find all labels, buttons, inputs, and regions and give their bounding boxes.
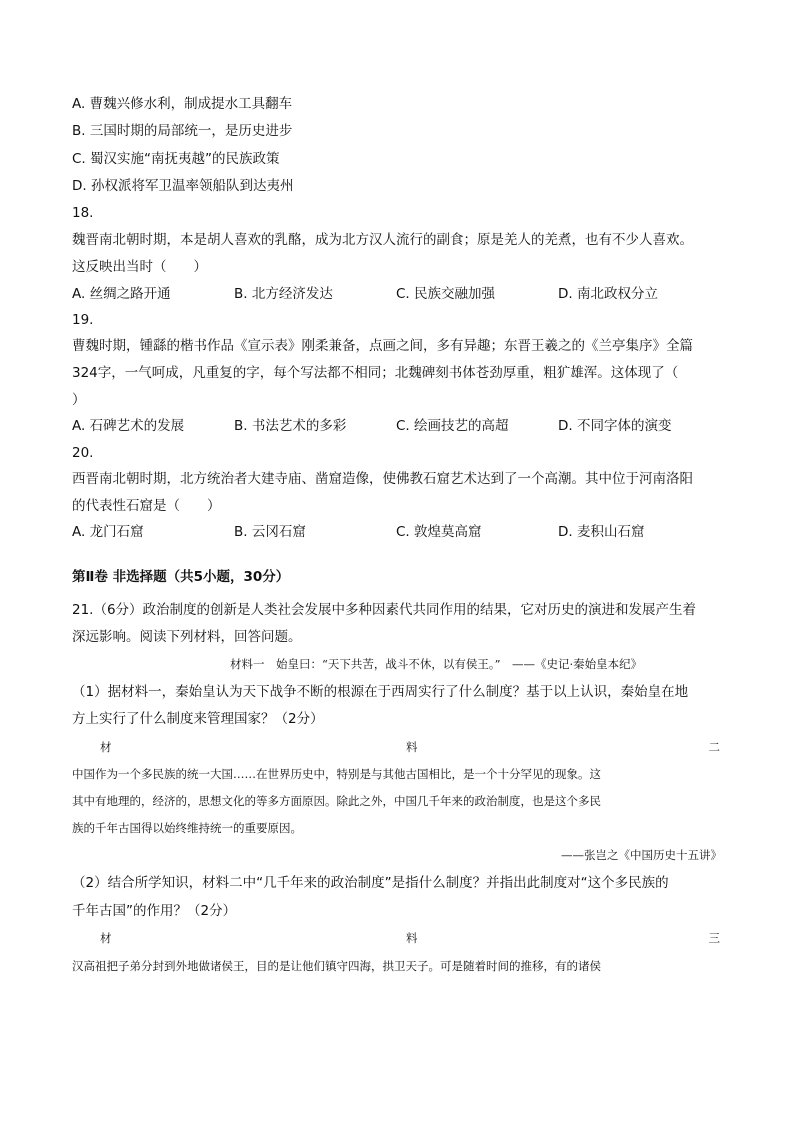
q20-stem-line-1: 西晋南北朝时期，北方统治者大建寺庙、凿窟造像，使佛教石窟艺术达到了一个高潮。其中位于河南洛阳 (72, 471, 693, 487)
q17-option-b: B. 三国时期的局部统一，是历史进步 (72, 123, 293, 139)
q17-option-c: C. 蜀汉实施“南抚夷越”的民族政策 (72, 151, 280, 167)
q18-option-a: A. 丝绸之路开通 (72, 286, 171, 302)
q17-option-a: A. 曹魏兴修水利，制成提水工具翻车 (72, 96, 293, 112)
material-3-label-char-3: 三 (708, 931, 720, 945)
q21-sub1-line-1: （1）据材料一，秦始皇认为天下战争不断的根源在于西周实行了什么制度？基于以上认识，秦始皇在地 (72, 684, 689, 700)
q18-option-d: D. 南北政权分立 (558, 286, 658, 302)
q18-option-c: C. 民族交融加强 (396, 286, 496, 302)
material-2-label-char-2: 料 (406, 740, 418, 754)
q20-number: 20. (72, 445, 94, 461)
q17-option-d: D. 孙权派将军卫温率领船队到达夷州 (72, 178, 294, 194)
q19-number: 19. (72, 312, 94, 328)
material-2-label-char-3: 二 (708, 740, 720, 754)
q21-sub1-line-2: 方上实行了什么制度来管理国家？（2分） (72, 711, 324, 727)
material-2-source: ——张岂之《中国历史十五讲》 (561, 848, 722, 862)
material-1-quote: 材料一 始皇曰：“天下共苦，战斗不休，以有侯王。” ——《史记·秦始皇本纪》 (230, 657, 643, 671)
material-3-line-1: 汉高祖把子弟分封到外地做诸侯王，目的是让他们镇守四海，拱卫天子。可是随着时间的推移，有的诸侯 (72, 959, 601, 973)
q19-option-c: C. 绘画技艺的高超 (396, 418, 509, 434)
q20-stem-line-2: 的代表性石窟是（ ） (72, 498, 221, 514)
q19-stem-line-2: 324字，一气呵成，凡重复的字，每个写法都不相同；北魏碑刻书体苍劲厚重，粗犷雄浑。这体现了（ (72, 365, 679, 381)
material-2-line-1: 中国作为一个多民族的统一大国……在世界历史中，特别是与其他古国相比，是一个十分罕见的现象。这 (72, 767, 601, 781)
material-2-line-2: 其中有地理的，经济的，思想文化的等多方面原因。除此之外，中国几千年来的政治制度，也是这个多民 (72, 794, 601, 808)
q21-sub2-line-2: 千年古国”的作用？（2分） (72, 903, 237, 919)
q18-stem-line-1: 魏晋南北朝时期，本是胡人喜欢的乳酪，成为北方汉人流行的副食；原是羌人的羌煮，也有不少人喜欢。 (72, 232, 693, 248)
q20-option-b: B. 云冈石窟 (234, 524, 306, 540)
section-2-heading: 第Ⅱ卷 非选择题（共5小题，30分） (72, 569, 290, 585)
q21-intro-line-2: 深远影响。阅读下列材料，回答问题。 (72, 629, 302, 645)
q20-option-a: A. 龙门石窟 (72, 524, 144, 540)
q18-option-b: B. 北方经济发达 (234, 286, 333, 302)
q19-option-d: D. 不同字体的演变 (558, 418, 672, 434)
q19-stem-line-1: 曹魏时期，锺繇的楷书作品《宣示表》刚柔兼备，点画之间，多有异趣；东晋王羲之的《兰亭集序》全篇 (72, 338, 693, 354)
q18-stem-line-2: 这反映出当时（ ） (72, 259, 207, 275)
q19-option-b: B. 书法艺术的多彩 (234, 418, 347, 434)
q18-number: 18. (72, 205, 94, 221)
q21-intro-line-1: 21.（6分）政治制度的创新是人类社会发展中多种因素代共同作用的结果，它对历史的演进和发展产生着 (72, 602, 697, 618)
q21-sub2-line-1: （2）结合所学知识，材料二中“几千年来的政治制度”是指什么制度？并指出此制度对“这个多民族的 (72, 875, 669, 891)
material-3-label-char-2: 料 (406, 931, 418, 945)
q19-stem-line-3: ） (72, 392, 86, 408)
material-3-label-char-1: 材 (100, 931, 112, 945)
q19-option-a: A. 石碑艺术的发展 (72, 418, 185, 434)
material-2-label-char-1: 材 (100, 740, 112, 754)
q20-option-c: C. 敦煌莫高窟 (396, 524, 482, 540)
q20-option-d: D. 麦积山石窟 (558, 524, 645, 540)
material-2-line-3: 族的千年古国得以始终维持统一的重要原因。 (72, 821, 302, 835)
